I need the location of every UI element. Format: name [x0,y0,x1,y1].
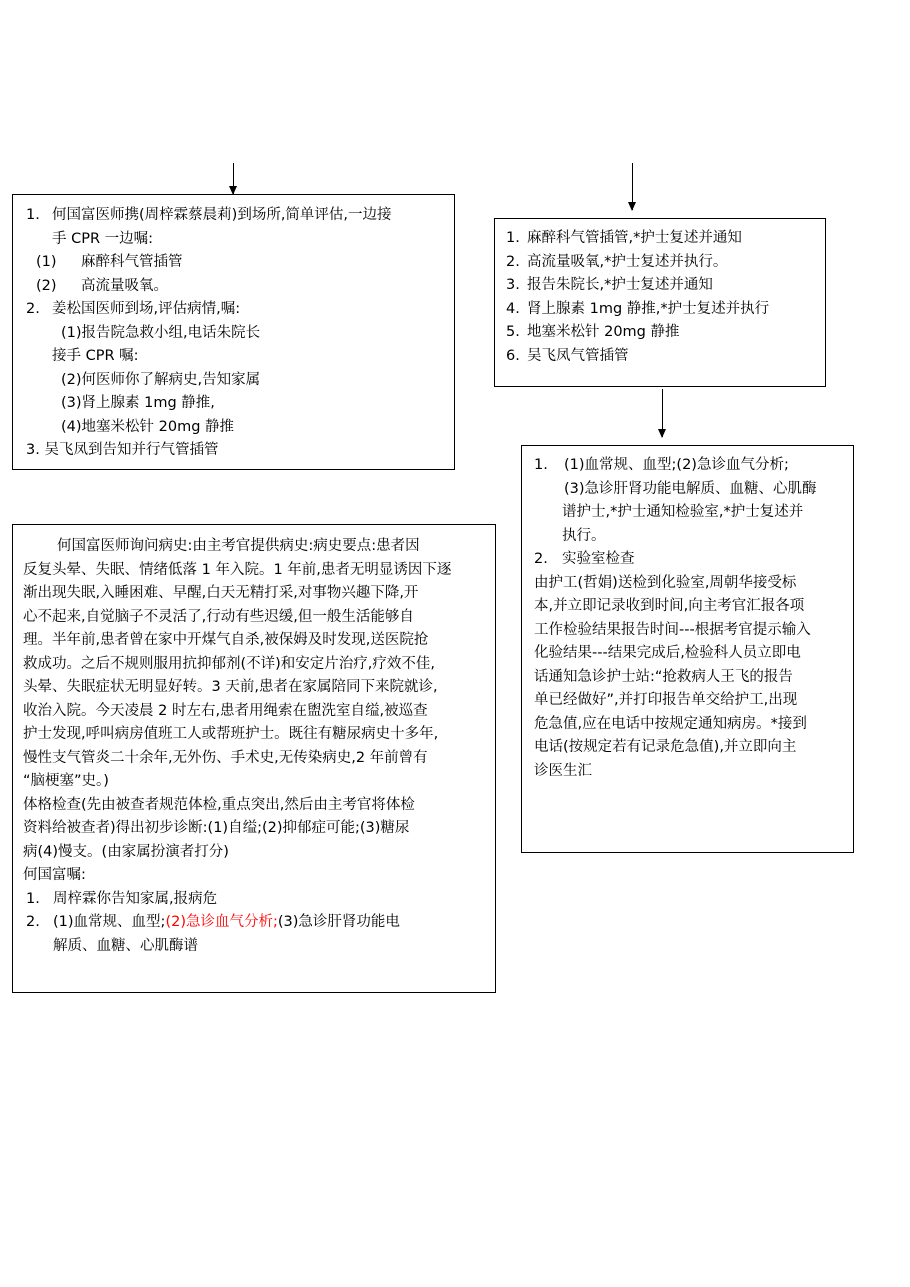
list-text: 高流量吸氧。 [81,277,168,294]
history-line: 救成功。之后不规则服用抗抑郁剂(不详)和安定片治疗,疗效不佳, [23,655,436,672]
exam-line: 体格检查(先由被查者规范体检,重点突出,然后由主考官将体检 [23,796,415,813]
list-text: 周梓霖你告知家属,报病危 [53,890,218,907]
history-line: 头晕、失眠症状无明显好转。3 天前,患者在家属陪同下来院就诊, [23,679,438,695]
list-text: 地塞米松针 20mg 静推 [527,324,680,340]
lab-line: 单已经做好”,并打印报告单交给护工,出现 [534,692,798,708]
list-number: 5. [506,324,520,340]
list-text: 手 CPR 一边嘱: [52,230,154,247]
list-number: 4. [506,300,520,317]
list-text: 肾上腺素 1mg 静推,*护士复述并执行 [527,300,770,317]
exam-line: 资料给被查者)得出初步诊断:(1)自缢;(2)抑郁症可能;(3)糖尿 [23,820,410,836]
lab-line: 由护工(哲娟)送检到化验室,周朝华接受标 [534,574,797,591]
list-text: 何国富医师携(周梓霖蔡晨莉)到场所,简单评估,一边接 [52,207,392,223]
list-text: 3. 吴飞凤到告知并行气管插管 [26,442,219,458]
history-line: 收治入院。今天凌晨 2 时左右,患者用绳索在盥洗室自缢,被巡查 [23,702,428,719]
list-text: 执行。 [562,527,606,544]
list-number: 2. [534,551,548,567]
list-text: (4)地塞米松针 20mg 静推 [61,418,235,435]
order-text: 解质、血糖、心肌酶谱 [53,937,198,954]
lab-line: 电话(按规定若有记录危急值),并立即向主 [534,739,797,755]
list-text: 麻醉科气管插管 [81,254,183,270]
history-line: 何国富医师询问病史:由主考官提供病史:病史要点:患者因 [57,538,420,554]
history-line: 理。半年前,患者曾在家中开煤气自杀,被保姆及时发现,送医院抢 [23,632,429,648]
lab-line: 化验结果---结果完成后,检验科人员立即电 [534,645,801,661]
list-text: 谱护士,*护士通知检验室,*护士复述并 [562,504,804,520]
list-text: 高流量吸氧,*护士复述并执行。 [527,253,728,270]
order-text: (3)急诊肝肾功能电 [277,914,400,930]
arrow-down-right-mid [662,389,663,437]
arrow-down-left [233,163,234,194]
nurse-actions-box [494,218,826,387]
list-number: 1. [26,207,40,223]
order-heading: 何国富嘱: [23,867,86,883]
list-number: 2. [26,301,40,317]
lab-line: 危急值,应在电话中按规定通知病房。*接到 [534,715,807,732]
initial-response-box [12,194,455,470]
list-number: 6. [506,347,520,364]
lab-line: 工作检验结果报告时间---根据考官提示输入 [534,621,811,638]
arrow-down-right-top [632,163,633,210]
lab-line: 本,并立即记录收到时间,向主考官汇报各项 [534,598,805,614]
history-line: 心不起来,自觉脑子不灵活了,行动有些迟缓,但一般生活能够自 [23,608,414,625]
list-number: 1. [506,230,520,246]
list-text: 接手 CPR 嘱: [52,348,139,364]
history-line: “脑梗塞”史。) [23,773,109,789]
highlighted-order-text: (2)急诊血气分析; [165,914,278,930]
list-number: (1) [36,254,57,270]
list-text: 麻醉科气管插管,*护士复述并通知 [527,230,742,246]
history-line: 反复头晕、失眠、情绪低落 1 年入院。1 年前,患者无明显诱因下逐 [23,561,452,578]
history-box [12,524,496,993]
lab-line: 话通知急诊护士站:“抢救病人王飞的报告 [534,668,793,685]
exam-line: 病(4)慢支。(由家属扮演者打分) [23,843,229,860]
history-line: 护士发现,呼叫病房值班工人或帮班护士。既往有糖尿病史十多年, [23,726,439,742]
list-text: 吴飞凤气管插管 [527,347,629,364]
list-text: (3)肾上腺素 1mg 静推, [61,395,215,411]
list-text: (3)急诊肝肾功能电解质、血糖、心肌酶 [564,480,817,497]
list-number: 3. [506,277,520,293]
lab-line: 诊医生汇 [534,762,592,779]
history-line: 渐出现失眠,入睡困难、早醒,白天无精打采,对事物兴趣下降,开 [23,585,419,601]
list-number: 2. [506,253,520,270]
list-number: 1. [26,890,40,907]
list-text: (1)报告院急救小组,电话朱院长 [61,324,261,341]
order-text: (1)血常规、血型; [53,914,166,930]
list-text: 报告朱院长,*护士复述并通知 [527,277,713,293]
list-number: (2) [36,277,57,294]
list-text: 实验室检查 [562,551,635,567]
list-text: (1)血常规、血型;(2)急诊血气分析; [564,457,789,473]
list-text: 姜松国医师到场,评估病情,嘱: [52,301,241,317]
list-number: 2. [26,914,40,930]
history-line: 慢性支气管炎二十余年,无外伤、手术史,无传染病史,2 年前曾有 [23,749,428,766]
list-number: 1. [534,457,548,473]
list-text: (2)何医师你了解病史,告知家属 [61,371,261,388]
lab-box [521,445,854,853]
